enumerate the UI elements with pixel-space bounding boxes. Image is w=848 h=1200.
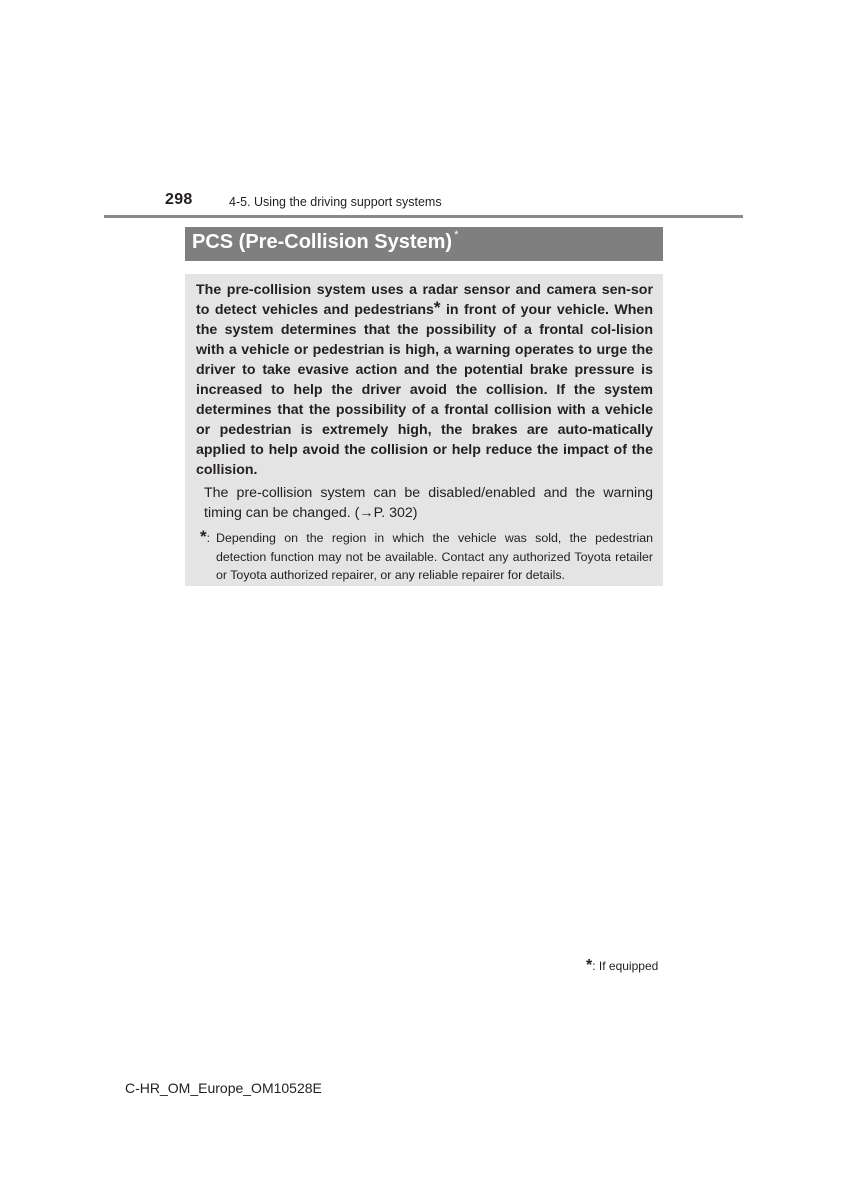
section-title-bar xyxy=(185,227,663,261)
footnote-mark xyxy=(200,529,210,548)
intro-lead-text-2: in front of your vehicle. When the system determines that the possibility of a frontal col-lision with a vehicle or pedestrian is high, a warning operates to urge the driver to take evasive action and the potential brake pressure is increased to help the driver avoid the collision. If the system determines that the possibility of a frontal collision with a vehicle or pedestrian is extremely high, the brakes are auto-matically applied to help avoid the collision or help reduce the impact of the collision. xyxy=(196,302,653,478)
page-reference-link[interactable]: P. 302) xyxy=(373,504,418,521)
equipped-asterisk: * xyxy=(586,957,593,974)
pedestrian-footnote xyxy=(200,529,653,585)
page-number: 298 xyxy=(165,191,193,208)
arrow-icon: → xyxy=(359,504,374,521)
intro-lead xyxy=(196,280,653,480)
section-breadcrumb: 4-5. Using the driving support systems xyxy=(229,195,442,209)
settings-note xyxy=(204,484,653,523)
intro-lead-text-1: The pre-collision system uses a radar sensor and camera sen-sor to detect vehicles and pedestrians xyxy=(196,282,653,318)
if-equipped-note xyxy=(586,959,658,973)
header-rule xyxy=(104,215,743,218)
pedestrian-footnote-mark: * xyxy=(433,298,441,317)
equipped-text: : If equipped xyxy=(592,959,659,973)
section-title: PCS (Pre-Collision System) xyxy=(192,231,453,253)
document-code: C-HR_OM_Europe_OM10528E xyxy=(125,1080,322,1096)
footnote-text: Depending on the region in which the vehicle was sold, the pedestrian detection function may not be available. Contact any authorized Toyota retailer or Toyota authorized repairer, or any reliable repairer for details. xyxy=(216,531,653,582)
footnote-colon: : xyxy=(206,531,211,545)
footnote-asterisk: * xyxy=(200,527,207,546)
settings-note-text: The pre-collision system can be disabled/enabled and the warning timing can be changed. ( xyxy=(204,485,653,521)
title-footnote-mark: * xyxy=(454,229,459,241)
intro-box xyxy=(185,274,663,586)
